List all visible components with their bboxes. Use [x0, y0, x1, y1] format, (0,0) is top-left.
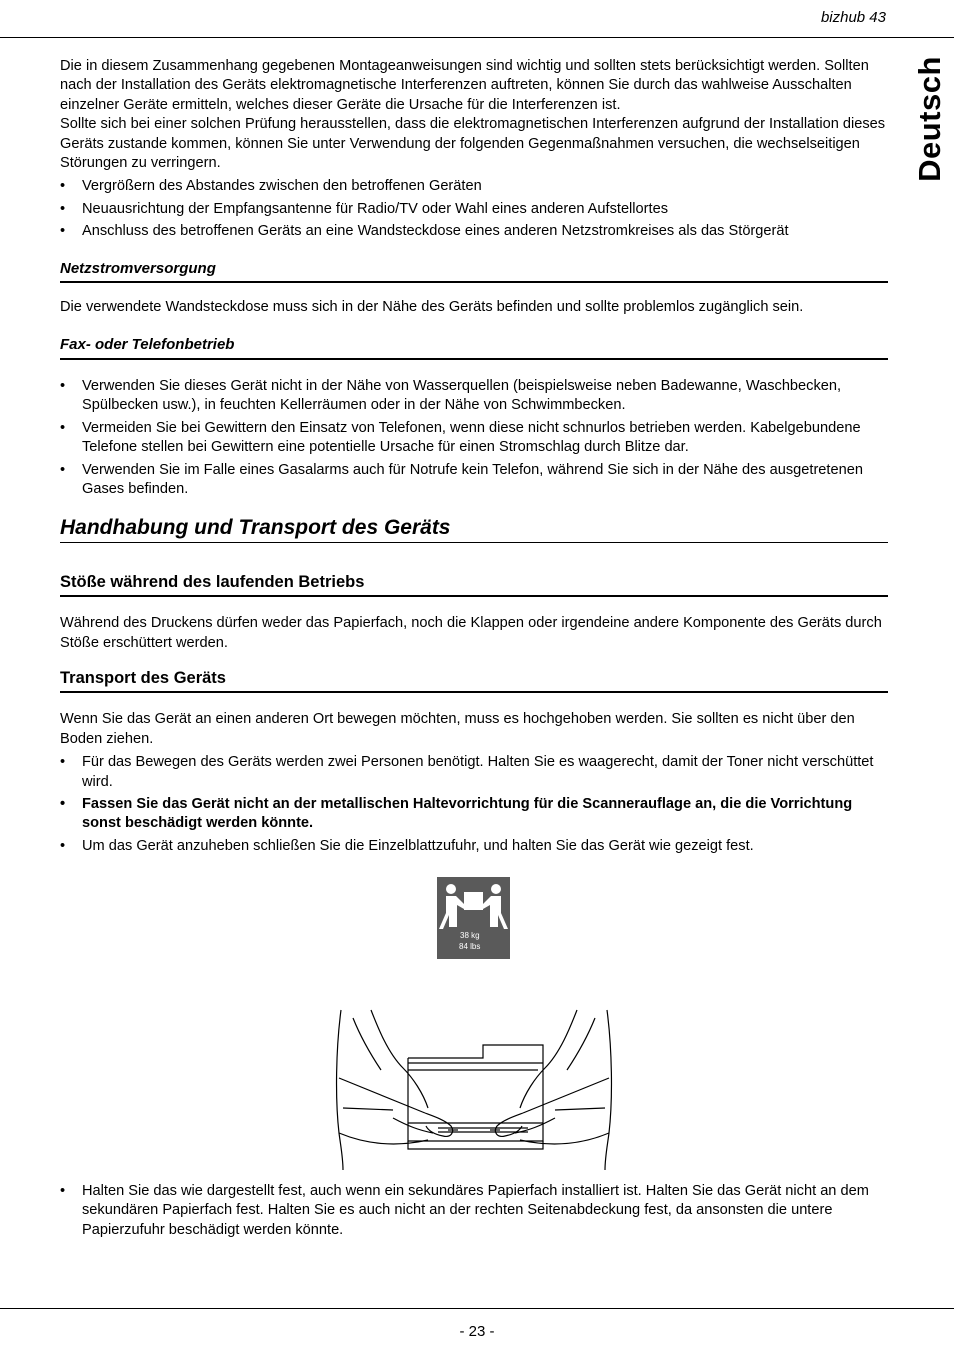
intro-paragraph-1: Die in diesem Zusammenhang gegebenen Montageanweisungen sind wichtig und sollten stets berücksichtigt werden. Sollten nach der Installation des Geräts elektromagnetische Interferenzen auftreten, können Sie durch das wahlweise Ausschalten einzelner Geräte ermitteln, welches dieser Geräte die Ursache für die Interferenzen ist. [60, 58, 869, 113]
transport-text: Wenn Sie das Gerät an einen anderen Ort bewegen möchten, muss es hochgehoben werden. Sie sollten es nicht über den Boden ziehen. [60, 711, 855, 747]
bullet-icon: • [60, 200, 66, 217]
list-item-text: Vergrößern des Abstandes zwischen den betroffenen Geräten [82, 178, 482, 195]
final-note [60, 1182, 888, 1243]
list-item [60, 837, 888, 856]
shock-text: Während des Druckens dürfen weder das Papierfach, noch die Klappen oder irgendeine andere Komponente des Geräts durch Stöße erschüttert werden. [60, 615, 882, 651]
list-item [60, 222, 888, 241]
list-item [60, 753, 888, 792]
bullet-icon: • [60, 795, 66, 812]
list-item [60, 177, 888, 196]
bullet-icon: • [60, 178, 66, 195]
list-item-text: Für das Bewegen des Geräts werden zwei Personen benötigt. Halten Sie es waagerecht, damit der Toner nicht verschüttet wird. [82, 754, 874, 790]
bullet-icon: • [60, 223, 66, 240]
list-item-text: Anschluss des betroffenen Geräts an eine Wandsteckdose eines anderen Netzstromkreises als das Störgerät [82, 223, 789, 240]
section-heading-transport: Transport des Geräts [60, 669, 888, 693]
bullet-icon: • [60, 377, 66, 394]
list-item-text: Um das Gerät anzuheben schließen Sie die Einzelblattzufuhr, und halten Sie das Gerät wie gezeigt fest. [82, 837, 754, 854]
power-supply-text: Die verwendete Wandsteckdose muss sich in der Nähe des Geräts befinden und sollte problemlos zugänglich sein. [60, 299, 804, 316]
section-heading-fax: Fax- oder Telefonbetrieb [60, 335, 888, 359]
list-item [60, 377, 888, 416]
list-item [60, 1182, 888, 1240]
footer-divider [0, 1308, 954, 1309]
header-model-name: bizhub 43 [820, 9, 886, 26]
weight-kg-label: 38 kg [460, 931, 480, 940]
transport-list [60, 753, 888, 856]
interference-measures-list [60, 177, 888, 241]
list-item [60, 419, 888, 458]
bullet-icon: • [60, 1183, 66, 1199]
section-heading-power-supply: Netzstromversorgung [60, 259, 888, 283]
list-item-text: Verwenden Sie im Falle eines Gasalarms auch für Notrufe kein Telefon, während Sie sich in der Nähe des ausgetretenen Gases befinden. [82, 461, 863, 497]
header-divider [0, 37, 954, 38]
bullet-icon: • [60, 461, 66, 478]
bullet-icon: • [60, 419, 66, 436]
page-content [60, 57, 888, 859]
fax-safety-list [60, 377, 888, 499]
list-item-text: Verwenden Sie dieses Gerät nicht in der Nähe von Wasserquellen (beispielsweise neben Badewanne, Waschbecken, Spülbecken usw.), in feuchten Kellerräumen oder in der Nähe von Schwimmbecken. [82, 377, 842, 414]
section-heading-shock: Stöße während des laufenden Betriebs [60, 573, 888, 597]
page-number: - 23 - [459, 1323, 495, 1340]
list-item-text: Neuausrichtung der Empfangsantenne für Radio/TV oder Wahl eines anderen Aufstellortes [82, 200, 668, 217]
list-item-text: Vermeiden Sie bei Gewittern den Einsatz von Telefonen, wenn diese nicht schnurlos betrieben werden. Kabelgebundene Telefone stellen bei Gewittern eine potentielle Ursache für einen Stromschlag durch Blitze dar. [82, 419, 861, 456]
weight-lbs-label: 84 lbs [459, 942, 481, 951]
bullet-icon: • [60, 837, 66, 854]
intro-paragraph-2: Sollte sich bei einer solchen Prüfung herausstellen, dass die elektromagnetischen Interferenzen aufgrund der Installation dieses Geräts zustande kommen, können Sie unter Verwendung der folgenden Gegenmaßnahmen versuchen, die wechselseitigen Störungen zu verringern. [60, 116, 886, 172]
printer-lifting-illustration [333, 1008, 615, 1171]
bullet-icon: • [60, 754, 66, 771]
final-note-list [60, 1182, 888, 1240]
language-label: Deutsch [912, 56, 947, 182]
section-heading-handling: Handhabung und Transport des Geräts [60, 518, 888, 542]
list-item-text: Fassen Sie das Gerät nicht an der metallischen Haltevorrichtung für die Scannerauflage an, die die Vorrichtung sonst beschädigt werden könnte. [82, 795, 853, 832]
list-item [60, 461, 888, 500]
list-item [60, 200, 888, 219]
list-item-text: Halten Sie das wie dargestellt fest, auch wenn ein sekundäres Papierfach installiert ist. Halten Sie das Gerät nicht an dem sekundären Papierfach fest. Halten Sie es auch nicht an der rechten Seitenabdeckung fest, da ansonsten die untere Papierzufuhr beschädigt werden könnte. [82, 1183, 869, 1238]
language-side-tab [910, 56, 950, 182]
two-person-lift-icon [437, 877, 510, 959]
list-item-warning [60, 795, 888, 834]
